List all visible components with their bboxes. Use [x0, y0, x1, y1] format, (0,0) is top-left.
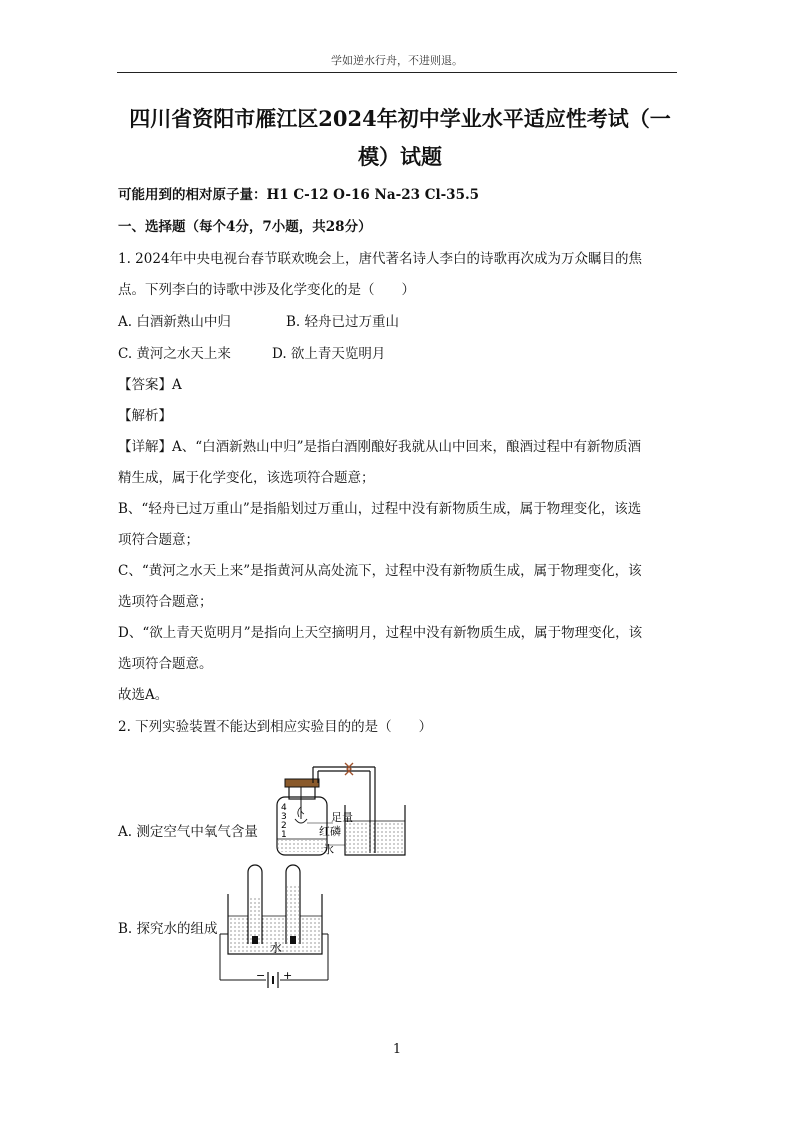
q1-detail-line-2: 精生成，属于化学变化，该选项符合题意；	[118, 470, 375, 486]
q1-option-b: B. 轻舟已过万重山	[286, 314, 400, 330]
beaker-water	[346, 822, 404, 854]
label-water-b: 水	[270, 941, 283, 955]
label-sufficient-amount: 足量	[331, 811, 353, 824]
q1-b-line-2: 项符合题意；	[118, 532, 199, 548]
atomic-masses: 可能用到的相对原子量：H1 C-12 O-16 Na-23 Cl-35.5	[118, 187, 480, 203]
q2-option-b: B. 探究水的组成	[118, 921, 218, 937]
page-header-motto: 学如逆水行舟，不进则退。	[331, 54, 463, 67]
scale-mark-1: 1	[281, 830, 287, 840]
electrolysis-apparatus	[218, 858, 333, 990]
q1-option-d: D. 欲上青天览明月	[272, 346, 386, 362]
q1-stem-line-2: 点。下列李白的诗歌中涉及化学变化的是（ ）	[118, 282, 415, 298]
q1-d-line-2: 选项符合题意。	[118, 656, 213, 672]
title-line-1: 四川省资阳市雁江区2024年初中学业水平适应性考试（一	[129, 106, 671, 131]
q1-stem-line-1: 1. 2024年中央电视台春节联欢晚会上，唐代著名诗人李白的诗歌再次成为万众瞩目的焦	[118, 251, 643, 267]
negative-sign: −	[256, 969, 266, 982]
label-water-a: 水	[323, 843, 334, 856]
q2-stem: 2. 下列实验装置不能达到相应实验目的的是（ ）	[118, 719, 433, 735]
q1-conclusion: 故选A。	[118, 687, 169, 703]
scale-mark-2: 2	[281, 821, 287, 831]
clamp-icon	[345, 763, 351, 775]
label-red-phosphorus: 红磷	[319, 825, 341, 838]
q2-option-a: A. 测定空气中氧气含量	[118, 824, 258, 840]
q1-answer: 【答案】A	[118, 377, 182, 393]
document-title	[110, 100, 690, 176]
q1-detail-line-1: 【详解】A、“白酒新熟山中归”是指白酒刚酿好我就从山中回来，酿酒过程中有新物质酒	[118, 439, 642, 455]
page-number: 1	[392, 1042, 402, 1057]
q1-option-a: A. 白酒新熟山中归	[118, 314, 231, 330]
scale-mark-3: 3	[281, 812, 287, 822]
positive-sign: +	[283, 969, 293, 982]
q1-c-line-1: C、“黄河之水天上来”是指黄河从高处流下，过程中没有新物质生成，属于物理变化，该	[118, 563, 642, 579]
q1-option-c: C. 黄河之水天上来	[118, 346, 231, 362]
combustion-spoon	[295, 819, 307, 823]
q1-b-line-1: B、“轻舟已过万重山”是指船划过万重山，过程中没有新物质生成，属于物理变化，该选	[118, 501, 642, 517]
q1-c-line-2: 选项符合题意；	[118, 594, 213, 610]
electrode-left	[252, 936, 258, 944]
title-line-2: 模）试题	[358, 144, 442, 169]
flask-water	[278, 840, 326, 852]
q1-d-line-1: D、“欲上青天览明月”是指向上天空摘明月，过程中没有新物质生成，属于物理变化，该	[118, 625, 643, 641]
section-heading: 一、选择题（每个4分，7小题，共28分）	[118, 219, 372, 235]
rubber-stopper	[285, 779, 319, 787]
q1-analysis: 【解析】	[118, 408, 172, 424]
scale-mark-4: 4	[281, 803, 287, 813]
electrode-right	[290, 936, 296, 944]
header-rule	[117, 72, 677, 73]
oxygen-measurement-apparatus	[265, 755, 415, 863]
